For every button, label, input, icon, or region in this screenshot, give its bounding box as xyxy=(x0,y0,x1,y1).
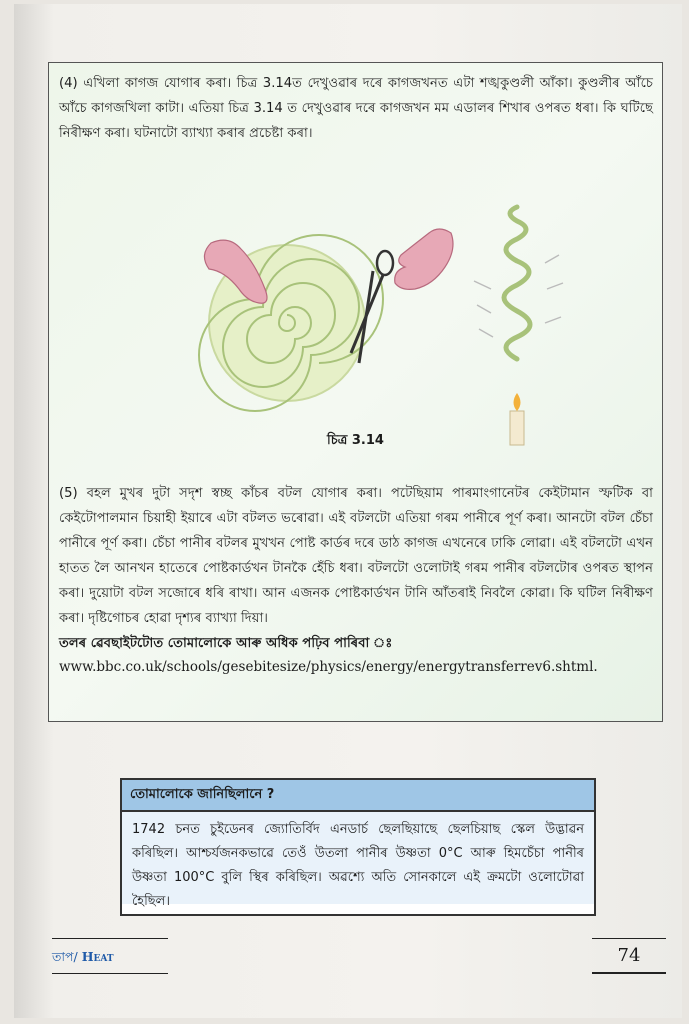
activity-box xyxy=(48,62,663,722)
chapter-assamese: তাপ/ xyxy=(52,949,78,964)
footer-chapter xyxy=(52,938,168,974)
website-url: www.bbc.co.uk/schools/gesebitesize/physics/energy/energytransferrev6.shtml. xyxy=(59,659,598,675)
heat-lines xyxy=(474,255,563,337)
did-you-know-body: 1742 চনত চুইডেনৰ জ্যোতিৰ্বিদ এনডাৰ্চ ছেলছিয়াছে ছেলচিয়াছ স্কেল উদ্ভাৱন কৰিছিল। আশ্চৰ্যজনকভাৱে তেওঁ উতলা পানীৰ উষ্ণতা 0°C আৰু হিমচেঁচা পানীৰ উষ্ণতা 100°C বুলি স্থিৰ কৰিছিল। অৱশ্যে অতি সোনকালে এই ক্ৰমটো ওলোটোৱা হৈছিল। xyxy=(122,812,594,904)
figure-3-14 xyxy=(149,193,569,453)
chapter-english: Heat xyxy=(81,949,114,964)
figure-caption: চিত্ৰ 3.14 xyxy=(327,433,384,448)
activity-5-text: (5) বহল মুখৰ দুটা সদৃশ স্বচ্ছ কাঁচৰ বটল যোগাৰ কৰা। পটেছিয়াম পাৰমাংগানেটৰ কেইটামান স্ফটিক বা কেইটোপালমান চিয়াহী ইয়াৰে এটা বটলত ভৰোৱা। এই বটলটো এতিয়া গৰম পানীৰে পূৰ্ণ কৰা। আনটো বটল চেঁচা পানীৰে পূৰ্ণ কৰা। চেঁচা পানীৰ বটলৰ মুখখন পোষ্ট কাৰ্ডৰ দৰে ডাঠ কাগজ এখনেৰে ঢাকি লোৱা। এই বটলটো এখন হাতত লৈ আনখন হাতেৰে পোষ্টকাৰ্ডখন টানকৈ হেঁচি ধৰা। বটলটো ওলোটাই গৰম পানীৰ বটলটোৰ ওপৰত স্থাপন কৰা। দুয়োটা বটল সজোৰে ধৰি ৰাখা। আন এজনক পোষ্টকাৰ্ডখন টানি আঁতৰাই নিবলৈ কোৱা। কি ঘটিল নিৰীক্ষণ কৰা। দৃষ্টিগোচৰ হোৱা দৃশ্যৰ ব্যাখ্যা দিয়া। xyxy=(59,486,653,626)
page-number: 74 xyxy=(592,938,666,974)
activity-4-text: (4) এখিলা কাগজ যোগাৰ কৰা। চিত্ৰ 3.14ত দেখুওৱাৰ দৰে কাগজখনত এটা শঙ্খকুণ্ডলী আঁকা। কুণ্ডলীৰ আঁচে আঁচে কাগজখিলা কাটা। এতিয়া চিত্ৰ 3.14 ত দেখুওৱাৰ দৰে কাগজখন মম এডালৰ শিখাৰ ওপৰত ধৰা। কি ঘটিছে নিৰীক্ষণ কৰা। ঘটনাটো ব্যাখ্যা কৰাৰ প্ৰচেষ্টা কৰা। xyxy=(59,76,653,141)
did-you-know-box xyxy=(120,778,596,916)
hanging-spiral xyxy=(504,207,530,359)
more-read-label: তলৰ ৱেবছাইটটোত তোমালোকে আৰু অধিক পঢ়িব পাৰিবা ঃ xyxy=(59,636,393,651)
did-you-know-heading: তোমালোকে জানিছিলানে ? xyxy=(122,780,594,812)
right-hand-icon xyxy=(395,229,453,289)
spiral-illustration xyxy=(149,193,569,453)
